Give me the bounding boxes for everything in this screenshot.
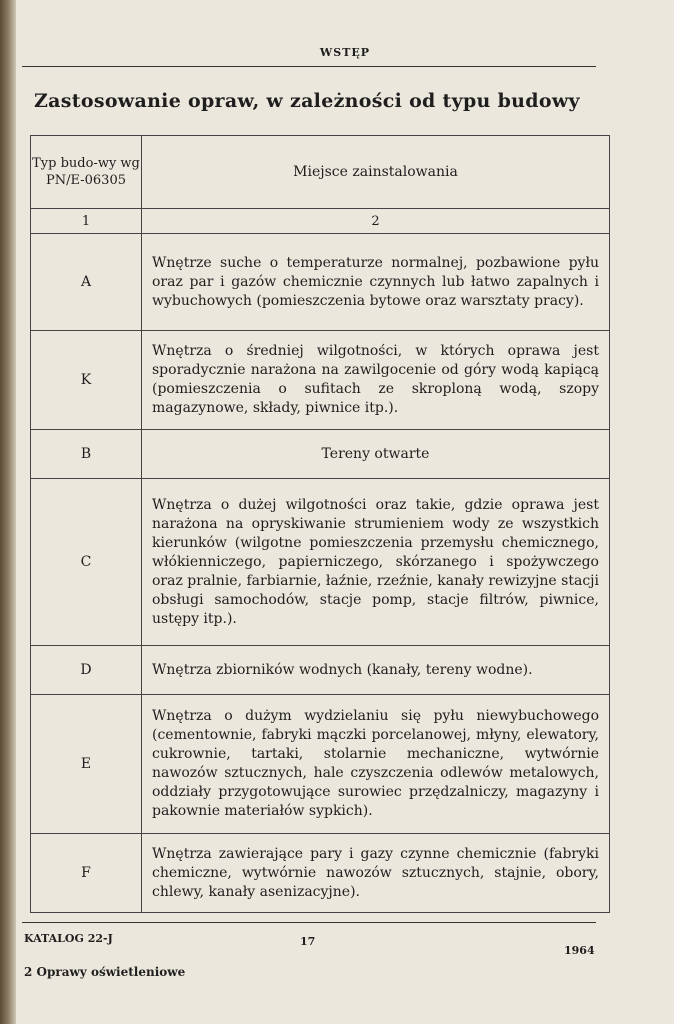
table-row: [31, 331, 610, 430]
table-row: [31, 234, 610, 331]
row-code: D: [31, 646, 142, 695]
footer-rule: [22, 922, 596, 923]
index-col1: 1: [31, 209, 142, 234]
row-description: Wnętrza o dużym wydzielaniu się pyłu niewybuchowego (cementownie, fabryki mączki porcelanowej, młyny, elewatory, cukrownie, tartaki, stolarnie mechaniczne, wytwórnie nawozów sztucznych, hale czyszczenia odlewów metalowych, oddziały przygotowujące surowiec przędzalniczy, magazyny i pakownie materiałów sypkich).: [142, 695, 610, 834]
row-code: E: [31, 695, 142, 834]
book-spine-shadow: [0, 0, 16, 1024]
row-description: Tereny otwarte: [142, 430, 610, 479]
document-page: [16, 0, 674, 1024]
table-row: [31, 430, 610, 479]
row-description: Wnętrza zbiorników wodnych (kanały, tereny wodne).: [142, 646, 610, 695]
page-number: 17: [300, 935, 316, 948]
table-index-row: [31, 209, 610, 234]
table-row: [31, 646, 610, 695]
row-code: A: [31, 234, 142, 331]
index-col2: 2: [142, 209, 610, 234]
table-row: [31, 695, 610, 834]
table-header-row: [31, 136, 610, 209]
catalog-label: KATALOG 22-J: [24, 932, 113, 945]
row-code: B: [31, 430, 142, 479]
header-installation-place: Miejsce zainstalowania: [142, 136, 610, 209]
row-description: Wnętrza o dużej wilgotności oraz takie, gdzie oprawa jest narażona na opryskiwanie strumieniem wody ze wszystkich kierunków (wilgotne pomieszczenia przemysłu chemicznego, włókienniczego, papierniczego, skórzanego i spożywczego oraz pralnie, farbiarnie, łaźnie, rzeźnie, kanały rewizyjne stacji obsługi samochodów, stacje pomp, stacje filtrów, piwnice, ustępy itp.).: [142, 479, 610, 646]
table-row: [31, 834, 610, 913]
running-head: WSTĘP: [319, 46, 371, 59]
row-description: Wnętrza zawierające pary i gazy czynne chemicznie (fabryki chemiczne, wytwórnie nawozów sztucznych, stajnie, obory, chlewy, kanały asenizacyjne).: [142, 834, 610, 913]
header-build-type: Typ budo-wy wg PN/E-06305: [31, 136, 142, 209]
page-title: Zastosowanie opraw, w zależności od typu budowy: [34, 90, 580, 112]
row-code: C: [31, 479, 142, 646]
application-table: [30, 135, 610, 913]
row-description: Wnętrze suche o temperaturze normalnej, pozbawione pyłu oraz par i gazów chemicznie czynnych lub łatwo zapalnych i wybuchowych (pomieszczenia bytowe oraz warsztaty pracy).: [142, 234, 610, 331]
header-rule: [22, 66, 596, 67]
publication-year: 1964: [564, 944, 595, 957]
row-code: K: [31, 331, 142, 430]
table-row: [31, 479, 610, 646]
printer-signature: 2 Oprawy oświetleniowe: [24, 965, 186, 979]
row-description: Wnętrza o średniej wilgotności, w których oprawa jest sporadycznie narażona na zawilgocenie od góry wodą kapiącą (pomieszczenia o sufitach ze skroploną wodą, szopy magazynowe, składy, piwnice itp.).: [142, 331, 610, 430]
row-code: F: [31, 834, 142, 913]
